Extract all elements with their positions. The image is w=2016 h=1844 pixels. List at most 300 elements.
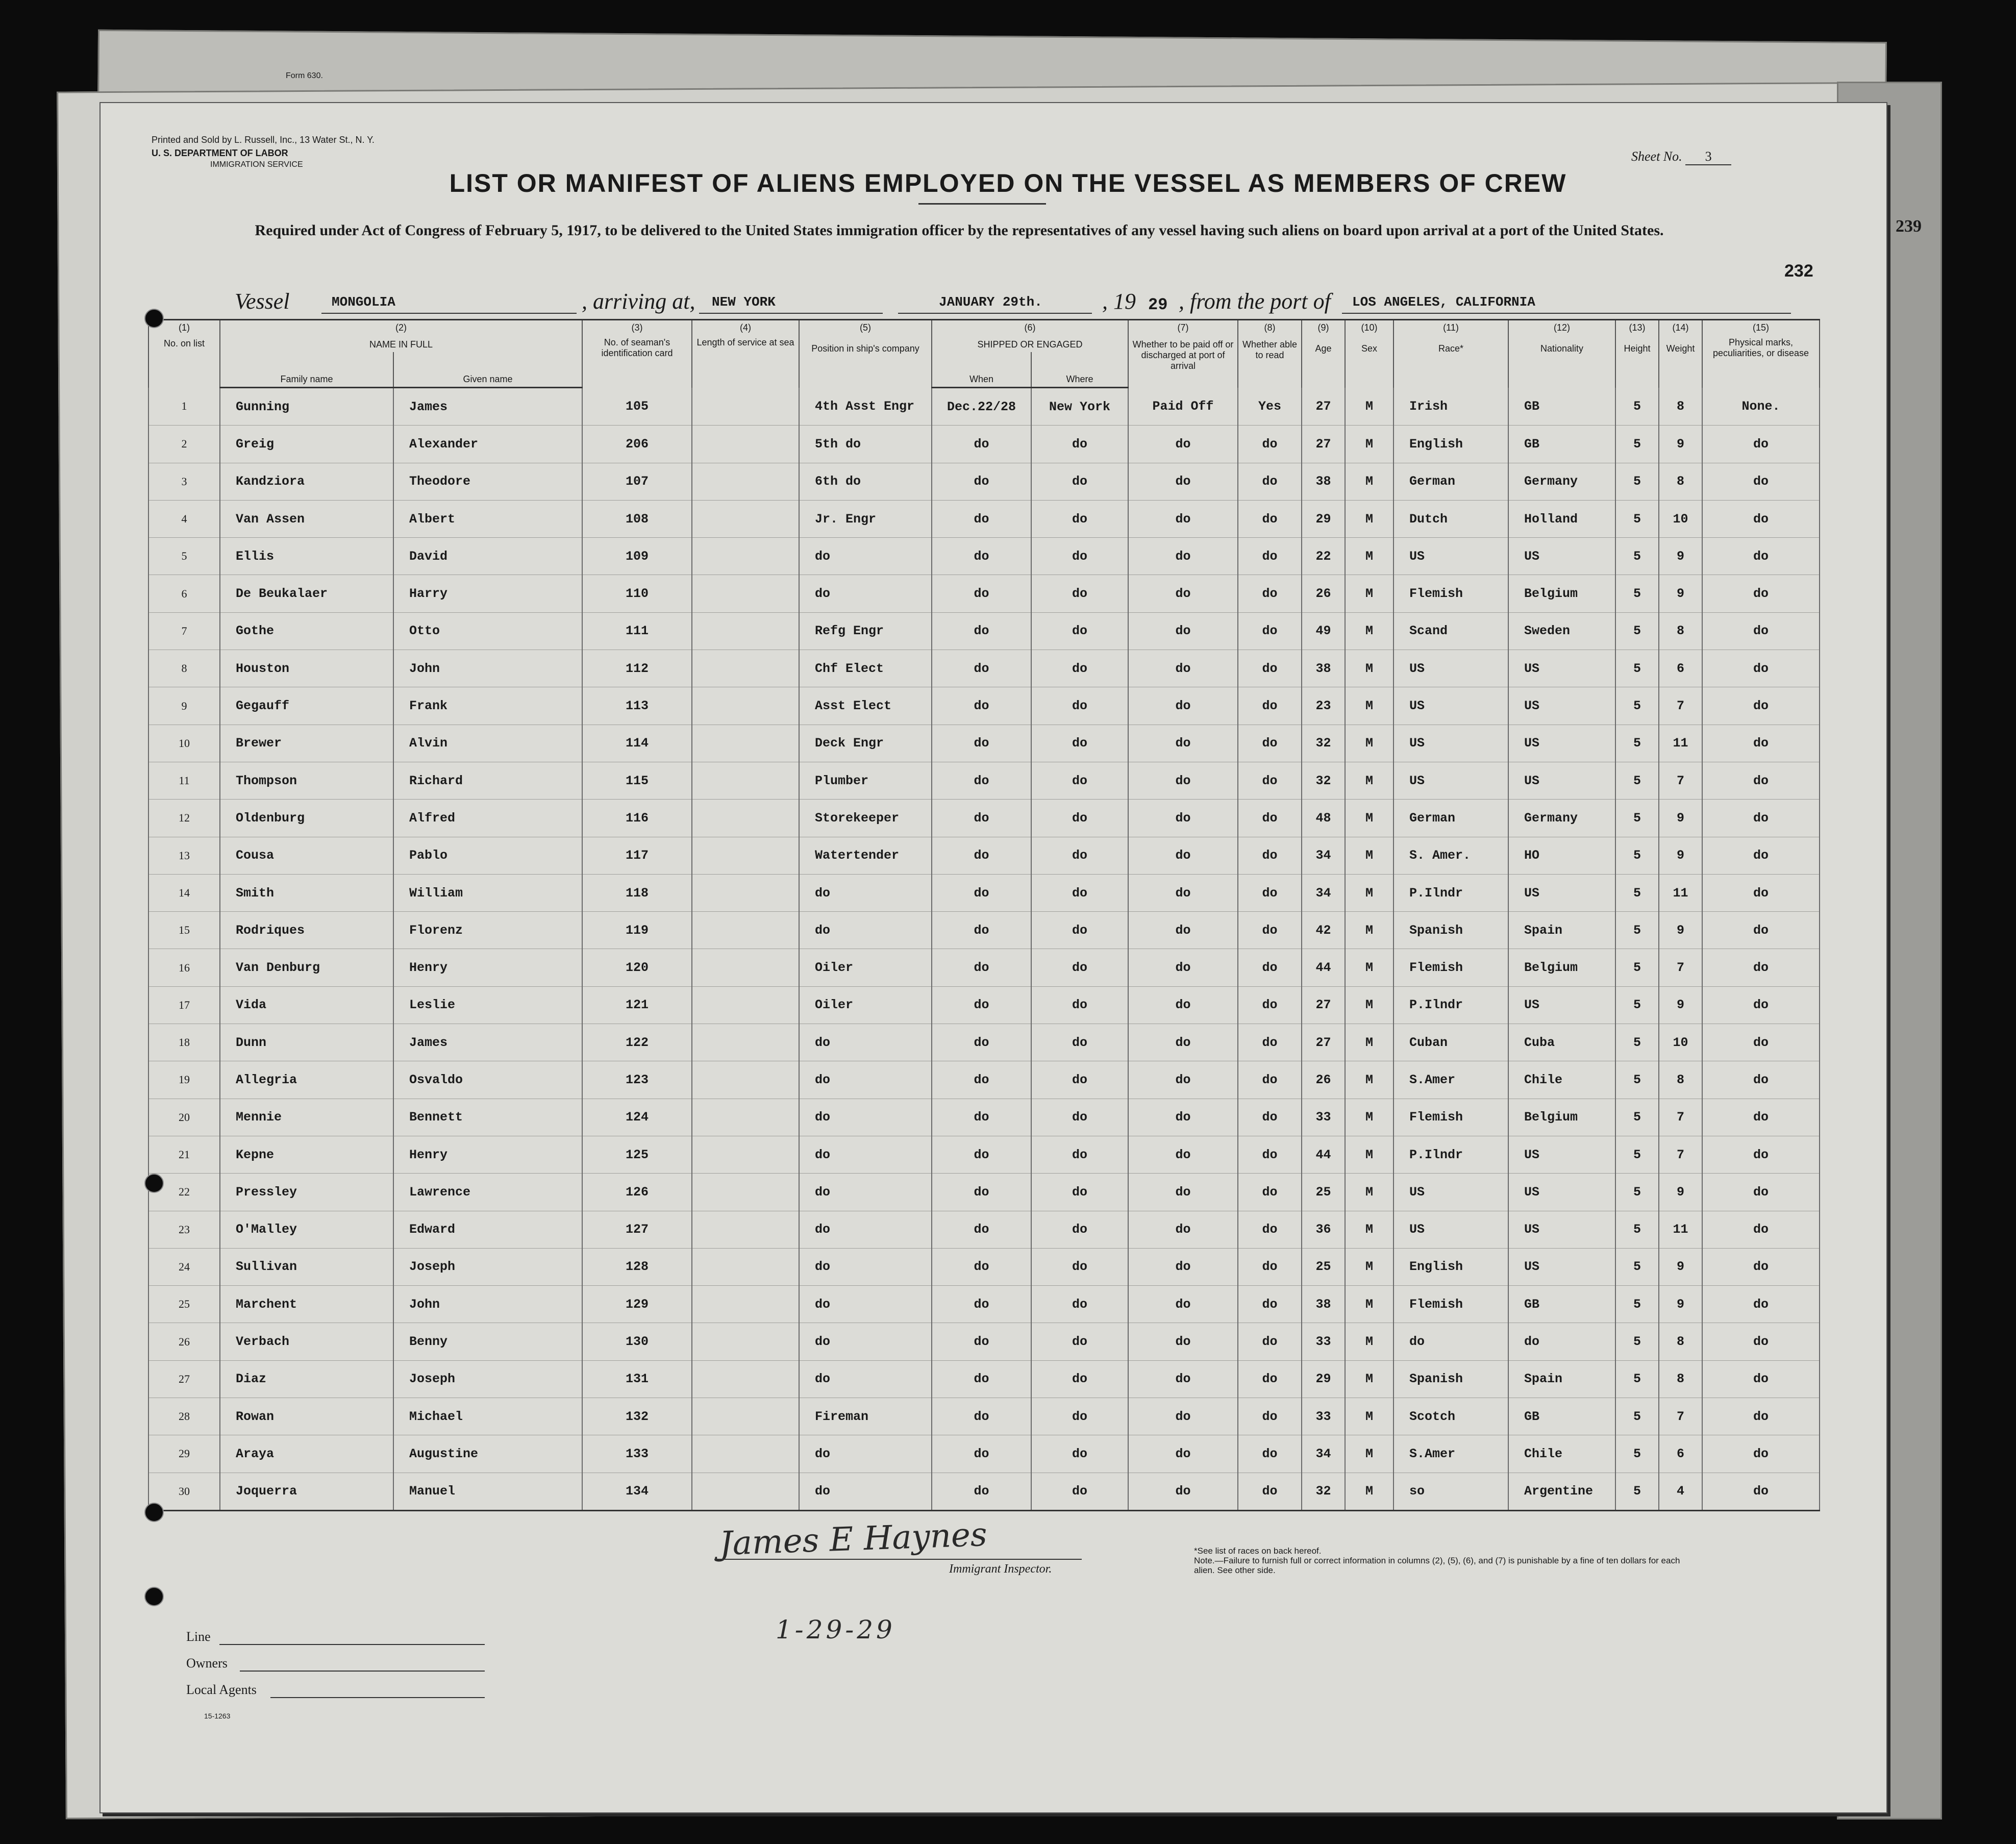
- table-row: [148, 1473, 1820, 1510]
- cell-shipped-where: do: [1031, 837, 1128, 874]
- cell-id-card-number: 125: [582, 1136, 692, 1173]
- cell-service-length: [692, 538, 799, 575]
- cell-paid-off: do: [1128, 1136, 1238, 1173]
- binder-hole: [144, 1587, 164, 1606]
- cell-physical-marks: do: [1702, 762, 1820, 799]
- vessel-underline: [321, 313, 577, 314]
- cell-nationality: Argentine: [1508, 1473, 1615, 1510]
- line-label: Line: [186, 1629, 211, 1644]
- cell-shipped-where: do: [1031, 1248, 1128, 1285]
- vessel-label: Vessel: [235, 289, 290, 314]
- cell-nationality: Holland: [1508, 500, 1615, 537]
- cell-service-length: [692, 426, 799, 463]
- cell-given-name: Augustine: [393, 1435, 582, 1473]
- cell-weight: 7: [1659, 1136, 1702, 1173]
- cell-paid-off: do: [1128, 1360, 1238, 1398]
- cell-shipped-where: do: [1031, 912, 1128, 949]
- cell-line-number: 9: [148, 687, 220, 725]
- cell-sex: M: [1345, 426, 1393, 463]
- cell-paid-off: do: [1128, 874, 1238, 911]
- cell-shipped-where: do: [1031, 725, 1128, 762]
- cell-given-name: Pablo: [393, 837, 582, 874]
- cell-sex: M: [1345, 986, 1393, 1024]
- cell-able-to-read: do: [1238, 1398, 1302, 1435]
- cell-weight: 9: [1659, 837, 1702, 874]
- cell-service-length: [692, 725, 799, 762]
- cell-given-name: Benny: [393, 1323, 582, 1360]
- cell-race: US: [1393, 1211, 1508, 1248]
- department-line: U. S. DEPARTMENT OF LABOR: [152, 148, 288, 158]
- cell-race: English: [1393, 426, 1508, 463]
- cell-sex: M: [1345, 1174, 1393, 1211]
- owners-underline: [240, 1671, 485, 1672]
- cell-paid-off: do: [1128, 725, 1238, 762]
- arrival-date: JANUARY 29th.: [939, 294, 1042, 310]
- cell-sex: M: [1345, 1286, 1393, 1323]
- cell-height: 5: [1615, 874, 1659, 911]
- cell-height: 5: [1615, 426, 1659, 463]
- cell-position: do: [799, 1099, 932, 1136]
- cell-position: do: [799, 1136, 932, 1173]
- table-row: [148, 575, 1820, 612]
- cell-position: Jr. Engr: [799, 500, 932, 537]
- cell-weight: 8: [1659, 1061, 1702, 1099]
- cell-race: P.Ilndr: [1393, 986, 1508, 1024]
- cell-weight: 9: [1659, 1174, 1702, 1211]
- cell-shipped-when: Dec.22/28: [932, 388, 1031, 426]
- cell-line-number: 25: [148, 1286, 220, 1323]
- signature-line: [714, 1559, 1082, 1560]
- cell-sex: M: [1345, 1024, 1393, 1061]
- cell-id-card-number: 112: [582, 650, 692, 687]
- table-row: [148, 650, 1820, 687]
- cell-physical-marks: do: [1702, 426, 1820, 463]
- cell-race: P.Ilndr: [1393, 1136, 1508, 1173]
- cell-able-to-read: do: [1238, 1286, 1302, 1323]
- cell-family-name: Dunn: [220, 1024, 393, 1061]
- cell-family-name: Kepne: [220, 1136, 393, 1173]
- cell-sex: M: [1345, 687, 1393, 725]
- cell-nationality: US: [1508, 762, 1615, 799]
- cell-line-number: 16: [148, 949, 220, 986]
- cell-shipped-when: do: [932, 426, 1031, 463]
- cell-physical-marks: do: [1702, 538, 1820, 575]
- cell-family-name: Gunning: [220, 388, 393, 426]
- cell-service-length: [692, 949, 799, 986]
- footer-note: [1194, 1546, 1684, 1575]
- cell-age: 42: [1302, 912, 1345, 949]
- cell-age: 33: [1302, 1323, 1345, 1360]
- cell-physical-marks: do: [1702, 1174, 1820, 1211]
- cell-physical-marks: do: [1702, 800, 1820, 837]
- page-title: LIST OR MANIFEST OF ALIENS EMPLOYED ON THE VESSEL AS MEMBERS OF CREW: [449, 169, 1567, 197]
- cell-shipped-when: do: [932, 725, 1031, 762]
- cell-physical-marks: do: [1702, 1435, 1820, 1473]
- cell-position: Chf Elect: [799, 650, 932, 687]
- penalty-note: Note.—Failure to furnish full or correct information in columns (2), (5), (6), and (7) is punishable by a fine of ten dollars for each alien. See other side.: [1194, 1556, 1680, 1575]
- cell-service-length: [692, 687, 799, 725]
- cell-age: 26: [1302, 575, 1345, 612]
- cell-line-number: 6: [148, 575, 220, 612]
- cell-race: US: [1393, 687, 1508, 725]
- cell-able-to-read: do: [1238, 762, 1302, 799]
- cell-shipped-where: do: [1031, 1323, 1128, 1360]
- cell-id-card-number: 105: [582, 388, 692, 426]
- cell-able-to-read: do: [1238, 837, 1302, 874]
- cell-position: do: [799, 538, 932, 575]
- cell-weight: 7: [1659, 1398, 1702, 1435]
- handwritten-date: 1-29-29: [776, 1615, 895, 1644]
- cell-position: do: [799, 1323, 932, 1360]
- cell-able-to-read: do: [1238, 986, 1302, 1024]
- cell-sex: M: [1345, 500, 1393, 537]
- cell-position: 5th do: [799, 426, 932, 463]
- cell-able-to-read: do: [1238, 1024, 1302, 1061]
- cell-shipped-when: do: [932, 1398, 1031, 1435]
- table-row: [148, 1360, 1820, 1398]
- cell-weight: 11: [1659, 874, 1702, 911]
- cell-sex: M: [1345, 1473, 1393, 1510]
- cell-age: 49: [1302, 612, 1345, 650]
- col-header-no: (1) No. on list: [148, 320, 220, 388]
- cell-able-to-read: do: [1238, 725, 1302, 762]
- table-row: [148, 1323, 1820, 1360]
- cell-position: 6th do: [799, 463, 932, 500]
- cell-weight: 9: [1659, 426, 1702, 463]
- cell-height: 5: [1615, 575, 1659, 612]
- cell-id-card-number: 121: [582, 986, 692, 1024]
- cell-race: Scotch: [1393, 1398, 1508, 1435]
- cell-sex: M: [1345, 837, 1393, 874]
- cell-id-card-number: 131: [582, 1360, 692, 1398]
- races-note: *See list of races on back hereof.: [1194, 1546, 1322, 1556]
- sheet-number-label: [1631, 149, 1731, 165]
- cell-service-length: [692, 874, 799, 911]
- cell-shipped-when: do: [932, 1286, 1031, 1323]
- cell-paid-off: do: [1128, 575, 1238, 612]
- cell-family-name: Cousa: [220, 837, 393, 874]
- cell-race: P.Ilndr: [1393, 874, 1508, 911]
- cell-height: 5: [1615, 725, 1659, 762]
- cell-age: 44: [1302, 1136, 1345, 1173]
- folio-number: 232: [1784, 261, 1813, 281]
- cell-sex: M: [1345, 612, 1393, 650]
- cell-line-number: 21: [148, 1136, 220, 1173]
- inspector-signature: James E Haynes: [718, 1515, 988, 1563]
- table-row: [148, 725, 1820, 762]
- sheet-label: Sheet No.: [1631, 149, 1682, 164]
- cell-position: do: [799, 912, 932, 949]
- cell-nationality: US: [1508, 687, 1615, 725]
- cell-service-length: [692, 612, 799, 650]
- cell-sex: M: [1345, 463, 1393, 500]
- cell-shipped-where: do: [1031, 1061, 1128, 1099]
- cell-physical-marks: None.: [1702, 388, 1820, 426]
- cell-family-name: Joquerra: [220, 1473, 393, 1510]
- title-rule: [918, 203, 1046, 205]
- cell-given-name: James: [393, 1024, 582, 1061]
- cell-height: 5: [1615, 650, 1659, 687]
- cell-age: 29: [1302, 1360, 1345, 1398]
- table-row: [148, 1248, 1820, 1285]
- cell-physical-marks: do: [1702, 949, 1820, 986]
- cell-paid-off: do: [1128, 1024, 1238, 1061]
- cell-able-to-read: do: [1238, 1473, 1302, 1510]
- cell-service-length: [692, 1136, 799, 1173]
- cell-weight: 7: [1659, 687, 1702, 725]
- cell-shipped-where: do: [1031, 986, 1128, 1024]
- cell-position: do: [799, 1435, 932, 1473]
- cell-race: Spanish: [1393, 1360, 1508, 1398]
- cell-service-length: [692, 500, 799, 537]
- cell-family-name: Rodriques: [220, 912, 393, 949]
- cell-position: do: [799, 1211, 932, 1248]
- stamp-number: 239: [1896, 217, 1922, 236]
- cell-id-card-number: 118: [582, 874, 692, 911]
- cell-line-number: 27: [148, 1360, 220, 1398]
- cell-age: 48: [1302, 800, 1345, 837]
- cell-race: Irish: [1393, 388, 1508, 426]
- cell-shipped-when: do: [932, 1211, 1031, 1248]
- cell-position: Oiler: [799, 949, 932, 986]
- cell-race: Flemish: [1393, 1286, 1508, 1323]
- cell-sex: M: [1345, 1099, 1393, 1136]
- cell-id-card-number: 122: [582, 1024, 692, 1061]
- cell-sex: M: [1345, 1398, 1393, 1435]
- cell-height: 5: [1615, 388, 1659, 426]
- cell-sex: M: [1345, 1061, 1393, 1099]
- cell-paid-off: do: [1128, 612, 1238, 650]
- cell-line-number: 15: [148, 912, 220, 949]
- cell-given-name: Joseph: [393, 1248, 582, 1285]
- arriving-underline: [699, 313, 883, 314]
- cell-position: Refg Engr: [799, 612, 932, 650]
- cell-service-length: [692, 1473, 799, 1510]
- col-header-physical-marks: (15) Physical marks, peculiarities, or disease: [1702, 320, 1820, 388]
- table-row: [148, 1136, 1820, 1173]
- cell-id-card-number: 133: [582, 1435, 692, 1473]
- cell-height: 5: [1615, 1398, 1659, 1435]
- cell-id-card-number: 109: [582, 538, 692, 575]
- cell-shipped-when: do: [932, 912, 1031, 949]
- cell-height: 5: [1615, 949, 1659, 986]
- cell-shipped-when: do: [932, 612, 1031, 650]
- cell-race: S.Amer: [1393, 1435, 1508, 1473]
- cell-family-name: Araya: [220, 1435, 393, 1473]
- cell-nationality: US: [1508, 986, 1615, 1024]
- cell-family-name: Mennie: [220, 1099, 393, 1136]
- cell-id-card-number: 116: [582, 800, 692, 837]
- cell-paid-off: do: [1128, 538, 1238, 575]
- cell-paid-off: do: [1128, 1435, 1238, 1473]
- printer-line: Printed and Sold by L. Russell, Inc., 13 Water St., N. Y.: [152, 135, 375, 145]
- line-underline: [219, 1644, 485, 1645]
- table-row: [148, 1435, 1820, 1473]
- cell-family-name: Van Assen: [220, 500, 393, 537]
- cell-age: 32: [1302, 725, 1345, 762]
- cell-shipped-when: do: [932, 1248, 1031, 1285]
- cell-height: 5: [1615, 1360, 1659, 1398]
- cell-age: 22: [1302, 538, 1345, 575]
- cell-weight: 8: [1659, 612, 1702, 650]
- cell-race: US: [1393, 538, 1508, 575]
- cell-physical-marks: do: [1702, 1099, 1820, 1136]
- inspector-label: Immigrant Inspector.: [949, 1562, 1052, 1576]
- cell-weight: 8: [1659, 1323, 1702, 1360]
- page-subtitle: Required under Act of Congress of February 5, 1917, to be delivered to the United States immigration officer by the representatives of any vessel having such aliens on board upon arrival at a port of the United States.: [255, 222, 1664, 239]
- cell-shipped-when: do: [932, 538, 1031, 575]
- cell-shipped-when: do: [932, 575, 1031, 612]
- cell-position: Oiler: [799, 986, 932, 1024]
- cell-position: Storekeeper: [799, 800, 932, 837]
- cell-shipped-when: do: [932, 1360, 1031, 1398]
- cell-line-number: 29: [148, 1435, 220, 1473]
- cell-paid-off: do: [1128, 762, 1238, 799]
- cell-line-number: 20: [148, 1099, 220, 1136]
- cell-height: 5: [1615, 500, 1659, 537]
- cell-id-card-number: 132: [582, 1398, 692, 1435]
- cell-nationality: Belgium: [1508, 575, 1615, 612]
- table-row: [148, 1398, 1820, 1435]
- cell-physical-marks: do: [1702, 1360, 1820, 1398]
- cell-nationality: US: [1508, 1136, 1615, 1173]
- cell-service-length: [692, 1061, 799, 1099]
- cell-physical-marks: do: [1702, 1473, 1820, 1510]
- cell-line-number: 18: [148, 1024, 220, 1061]
- cell-height: 5: [1615, 687, 1659, 725]
- cell-family-name: Verbach: [220, 1323, 393, 1360]
- cell-nationality: Spain: [1508, 912, 1615, 949]
- cell-id-card-number: 134: [582, 1473, 692, 1510]
- cell-shipped-when: do: [932, 762, 1031, 799]
- cell-paid-off: do: [1128, 687, 1238, 725]
- cell-id-card-number: 129: [582, 1286, 692, 1323]
- cell-given-name: Richard: [393, 762, 582, 799]
- cell-race: so: [1393, 1473, 1508, 1510]
- cell-shipped-where: do: [1031, 1360, 1128, 1398]
- cell-shipped-when: do: [932, 463, 1031, 500]
- cell-able-to-read: do: [1238, 949, 1302, 986]
- cell-nationality: US: [1508, 538, 1615, 575]
- cell-able-to-read: do: [1238, 1174, 1302, 1211]
- cell-id-card-number: 117: [582, 837, 692, 874]
- cell-able-to-read: do: [1238, 1435, 1302, 1473]
- cell-line-number: 3: [148, 463, 220, 500]
- cell-shipped-where: do: [1031, 426, 1128, 463]
- cell-physical-marks: do: [1702, 1248, 1820, 1285]
- cell-line-number: 30: [148, 1473, 220, 1510]
- table-row: [148, 1211, 1820, 1248]
- from-port-label: , from the port of: [1179, 289, 1331, 314]
- cell-shipped-when: do: [932, 1174, 1031, 1211]
- cell-line-number: 1: [148, 388, 220, 426]
- cell-age: 38: [1302, 650, 1345, 687]
- cell-line-number: 11: [148, 762, 220, 799]
- cell-able-to-read: do: [1238, 874, 1302, 911]
- arriving-label: , arriving at,: [582, 289, 695, 314]
- cell-physical-marks: do: [1702, 650, 1820, 687]
- table-row: [148, 762, 1820, 799]
- cell-physical-marks: do: [1702, 463, 1820, 500]
- cell-able-to-read: do: [1238, 1136, 1302, 1173]
- cell-shipped-when: do: [932, 1099, 1031, 1136]
- cell-service-length: [692, 1024, 799, 1061]
- cell-given-name: Joseph: [393, 1360, 582, 1398]
- cell-age: 27: [1302, 986, 1345, 1024]
- cell-nationality: GB: [1508, 426, 1615, 463]
- local-agents-underline: [270, 1697, 485, 1698]
- cell-line-number: 13: [148, 837, 220, 874]
- cell-position: do: [799, 1248, 932, 1285]
- cell-shipped-where: do: [1031, 1174, 1128, 1211]
- manifest-rows: [148, 388, 1820, 1511]
- cell-race: Spanish: [1393, 912, 1508, 949]
- cell-able-to-read: do: [1238, 1360, 1302, 1398]
- cell-weight: 9: [1659, 1248, 1702, 1285]
- cell-nationality: Cuba: [1508, 1024, 1615, 1061]
- cell-shipped-when: do: [932, 650, 1031, 687]
- cell-physical-marks: do: [1702, 1024, 1820, 1061]
- cell-family-name: De Beukalaer: [220, 575, 393, 612]
- cell-given-name: Otto: [393, 612, 582, 650]
- cell-paid-off: do: [1128, 986, 1238, 1024]
- cell-paid-off: do: [1128, 1211, 1238, 1248]
- cell-id-card-number: 127: [582, 1211, 692, 1248]
- cell-age: 26: [1302, 1061, 1345, 1099]
- table-row: [148, 500, 1820, 537]
- cell-able-to-read: do: [1238, 463, 1302, 500]
- cell-given-name: Alfred: [393, 800, 582, 837]
- table-row: [148, 949, 1820, 986]
- arrival-year: 29: [1148, 295, 1168, 314]
- cell-id-card-number: 113: [582, 687, 692, 725]
- cell-height: 5: [1615, 1061, 1659, 1099]
- cell-position: Plumber: [799, 762, 932, 799]
- cell-position: do: [799, 874, 932, 911]
- cell-given-name: James: [393, 388, 582, 426]
- cell-race: English: [1393, 1248, 1508, 1285]
- cell-line-number: 12: [148, 800, 220, 837]
- cell-id-card-number: 130: [582, 1323, 692, 1360]
- cell-age: 23: [1302, 687, 1345, 725]
- cell-paid-off: do: [1128, 1061, 1238, 1099]
- cell-race: US: [1393, 725, 1508, 762]
- cell-sex: M: [1345, 1248, 1393, 1285]
- binder-hole: [144, 1174, 164, 1193]
- cell-service-length: [692, 463, 799, 500]
- cell-given-name: Theodore: [393, 463, 582, 500]
- cell-shipped-where: do: [1031, 762, 1128, 799]
- cell-able-to-read: Yes: [1238, 388, 1302, 426]
- cell-paid-off: do: [1128, 1398, 1238, 1435]
- cell-race: Dutch: [1393, 500, 1508, 537]
- date-underline: [898, 313, 1092, 314]
- cell-id-card-number: 119: [582, 912, 692, 949]
- cell-service-length: [692, 650, 799, 687]
- cell-shipped-when: do: [932, 986, 1031, 1024]
- cell-nationality: Chile: [1508, 1435, 1615, 1473]
- cell-service-length: [692, 837, 799, 874]
- cell-shipped-where: do: [1031, 612, 1128, 650]
- cell-physical-marks: do: [1702, 1286, 1820, 1323]
- cell-service-length: [692, 388, 799, 426]
- cell-sex: M: [1345, 1323, 1393, 1360]
- cell-physical-marks: do: [1702, 1323, 1820, 1360]
- col-header-weight: (14) Weight: [1659, 320, 1702, 388]
- cell-age: 33: [1302, 1099, 1345, 1136]
- cell-height: 5: [1615, 1099, 1659, 1136]
- cell-physical-marks: do: [1702, 874, 1820, 911]
